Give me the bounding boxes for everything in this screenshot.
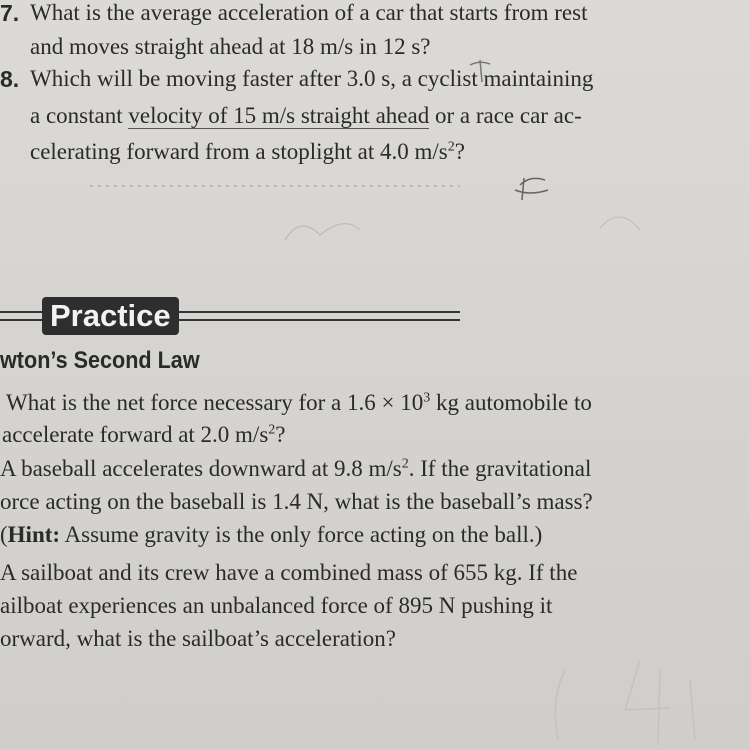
practice-1-line-2-exponent: 2 xyxy=(268,422,276,438)
practice-2-line-2: orce acting on the baseball is 1.4 N, what is the baseball’s mass? xyxy=(0,489,593,514)
pencil-scribble xyxy=(520,650,740,750)
practice-3-line-1: A sailboat and its crew have a combined mass of 655 kg. If the xyxy=(0,560,578,585)
question-7-line-2: and moves straight ahead at 18 m/s in 12 s? xyxy=(30,34,431,59)
question-7-number: 7. xyxy=(0,0,20,26)
question-8-number: 8. xyxy=(0,66,20,92)
practice-3-line-2: ailboat experiences an unbalanced force of 895 N pushing it xyxy=(0,593,553,618)
question-7-line-1: What is the average acceleration of a car that starts from rest xyxy=(30,0,588,25)
practice-2-hint xyxy=(0,522,542,548)
practice-1-exponent: 3 xyxy=(423,390,431,406)
practice-1-line-1 xyxy=(6,390,592,416)
pencil-marks xyxy=(0,0,750,300)
practice-2-line-1-pre: A baseball accelerates downward at 9.8 m/s xyxy=(0,456,402,481)
practice-2-hint-text: Assume gravity is the only force acting on the ball.) xyxy=(60,522,543,547)
practice-2-hint-label: Hint: xyxy=(7,522,61,547)
practice-2-line-1-post: . If the gravitational xyxy=(408,456,592,481)
question-8-line-2-pre: a constant xyxy=(30,103,129,128)
question-8-exponent: 2 xyxy=(447,139,455,155)
practice-2-exponent: 2 xyxy=(401,456,409,472)
question-8-line-3-pre: celerating forward from a stoplight at 4.0 m/s xyxy=(30,139,448,164)
question-8-underlined-phrase: velocity of 15 m/s straight ahead xyxy=(128,103,430,128)
practice-2-hint-open: ( xyxy=(0,522,8,547)
practice-2-line-1 xyxy=(0,456,591,482)
practice-label: Practice xyxy=(42,297,179,335)
practice-1-line-2-pre: accelerate forward at 2.0 m/s xyxy=(2,422,269,447)
practice-1-line-2-post: ? xyxy=(275,422,286,447)
question-8-line-2-post: or a race car ac- xyxy=(429,103,582,128)
question-8-line-1: Which will be moving faster after 3.0 s, a cyclist maintaining xyxy=(30,66,594,91)
question-8-line-3-post: ? xyxy=(454,139,465,164)
practice-1-line-1-pre: What is the net force necessary for a 1.6 × 10 xyxy=(6,390,424,415)
practice-1-line-1-post: kg automobile to xyxy=(430,390,592,415)
practice-1-line-2 xyxy=(2,422,286,448)
practice-header xyxy=(0,297,460,337)
section-heading: wton’s Second Law xyxy=(0,347,200,374)
practice-3-line-3: orward, what is the sailboat’s acceleration? xyxy=(0,626,396,651)
